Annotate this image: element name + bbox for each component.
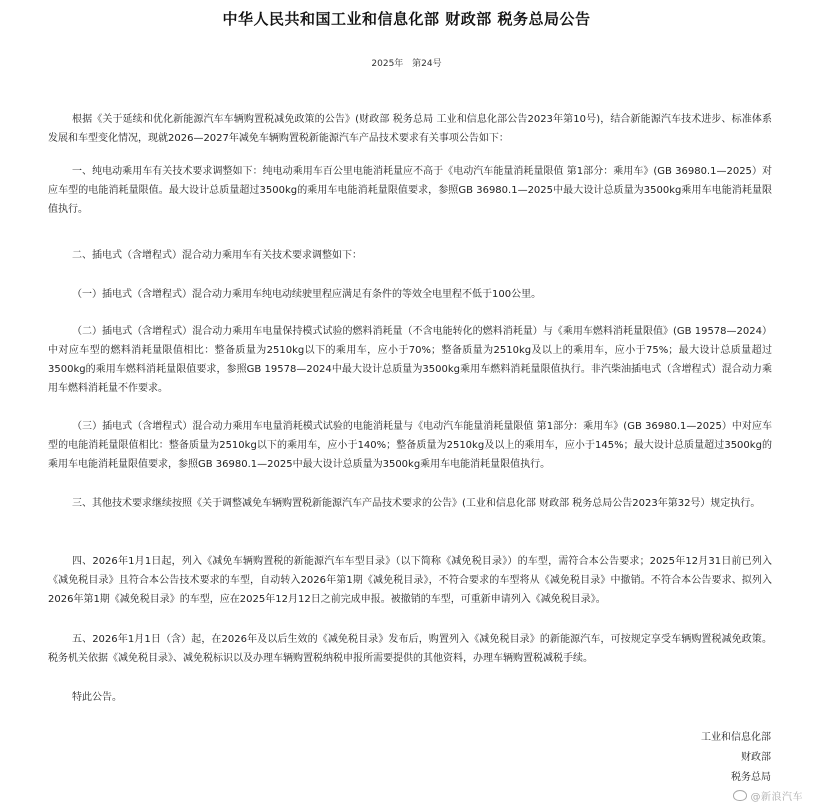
watermark-text: @新浪汽车 bbox=[750, 792, 803, 803]
section-2-item-3: （三）插电式（含增程式）混合动力乘用车电量消耗模式试验的电能消耗量与《电动汽车能量消耗量限值 第1部分：乘用车》(GB 36980.1—2025）中对应车型的电能消耗量限值相比：整备质量为2510kg以下的乘用车，应小于140%；整备质量为2510kg及以上的乘用车，应小于145%；最大设计总质量超过3500kg的乘用车电能消耗量限值要求，参照GB 36980.1—2025中最大设计总质量为3500kg乘用车电能消耗量限值执行。 bbox=[48, 421, 772, 470]
section-2-heading: 二、插电式（含增程式）混合动力乘用车有关技术要求调整如下： bbox=[72, 250, 362, 261]
document-number: 2025年 第24号 bbox=[371, 59, 442, 69]
closing-paragraph: 特此公告。 bbox=[72, 692, 122, 703]
signature-miit: 工业和信息化部 bbox=[701, 732, 771, 743]
section-2-item-2: （二）插电式（含增程式）混合动力乘用车电量保持模式试验的燃料消耗量（不含电能转化的燃料消耗量）与《乘用车燃料消耗量限值》(GB 19578—2024）中对应车型的燃料消耗量限值相比：整备质量为2510kg以下的乘用车，应小于70%；整备质量为2510kg及以上的乘用车，应小于75%；最大设计总质量超过3500kg的乘用车燃料消耗量限值要求，参照GB 19578—2024中最大设计总质量为3500kg乘用车燃料消耗量限值执行。非汽柴油插电式（含增程式）混合动力乘用车燃料消耗量不作要求。 bbox=[48, 326, 772, 394]
section-1-paragraph: 一、纯电动乘用车有关技术要求调整如下：纯电动乘用车百公里电能消耗量应不高于《电动汽车能量消耗量限值 第1部分：乘用车》(GB 36980.1—2025）对应车型的电能消耗量限值。最大设计总质量超过3500kg的乘用车电能消耗量限值要求，参照GB 36980.1—2025中最大设计总质量为3500kg乘用车电能消耗量限值执行。 bbox=[48, 166, 772, 215]
section-3-paragraph: 三、其他技术要求继续按照《关于调整减免车辆购置税新能源汽车产品技术要求的公告》(工业和信息化部 财政部 税务总局公告2023年第32号）规定执行。 bbox=[72, 498, 761, 509]
section-2-item-1: （一）插电式（含增程式）混合动力乘用车纯电动续驶里程应满足有条件的等效全电里程不低于100公里。 bbox=[72, 289, 542, 300]
watermark bbox=[733, 788, 804, 803]
signature-mof: 财政部 bbox=[741, 752, 771, 763]
announcement-title: 中华人民共和国工业和信息化部 财政部 税务总局公告 bbox=[222, 10, 591, 28]
signature-block bbox=[701, 728, 771, 788]
weibo-logo-icon bbox=[733, 790, 747, 801]
signature-sta: 税务总局 bbox=[731, 772, 771, 783]
section-4-paragraph: 四、2026年1月1日起，列入《减免车辆购置税的新能源汽车车型目录》（以下简称《减免税目录》）的车型，需符合本公告要求；2025年12月31日前已列入《减免税目录》且符合本公告技术要求的车型，自动转入2026年第1期《减免税目录》，不符合要求的车型将从《减免税目录》中撤销。不符合本公告要求、拟列入2026年第1期《减免税目录》的车型，应在2025年12月12日之前完成申报。被撤销的车型，可重新申请列入《减免税目录》。 bbox=[48, 556, 772, 605]
intro-paragraph: 根据《关于延续和优化新能源汽车车辆购置税减免政策的公告》(财政部 税务总局 工业和信息化部公告2023年第10号)，结合新能源汽车技术进步、标准体系发展和车型变化情况，现就2026—2027年减免车辆购置税新能源汽车产品技术要求有关事项公告如下： bbox=[48, 114, 772, 144]
section-5-paragraph: 五、2026年1月1日（含）起，在2026年及以后生效的《减免税目录》发布后，购置列入《减免税目录》的新能源汽车，可按规定享受车辆购置税减免政策。税务机关依据《减免税目录》、减免税标识以及办理车辆购置税纳税申报所需要提供的其他资料，办理车辆购置税减税手续。 bbox=[48, 634, 772, 664]
